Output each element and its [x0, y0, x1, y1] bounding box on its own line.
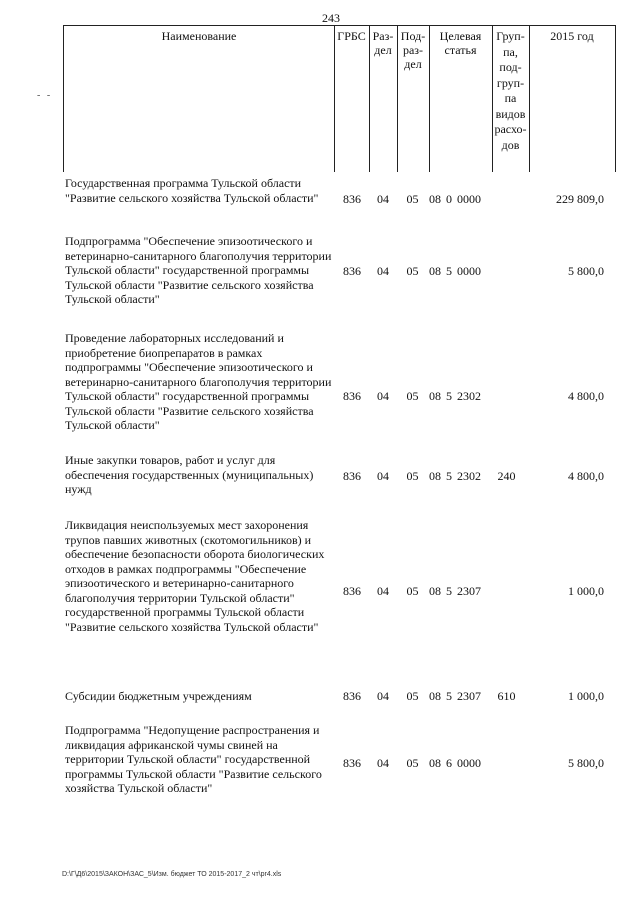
row-razdel: 04 — [377, 756, 389, 770]
header-vid: Груп- па, под- груп- па видов расхо- дов — [494, 29, 527, 152]
row-podrazdel: 05 — [406, 192, 419, 206]
row-podrazdel: 05 — [406, 389, 419, 403]
row-razdel: 04 — [377, 689, 389, 703]
row-razdel: 04 — [377, 264, 389, 278]
row-name: Проведение лабораторных исследований и приобретение биопрепаратов в рамках подпрограммы "Обеспечение эпизоотического и ветеринарно-санитарного благополучия территории Тульской области" государственной программы Тульской области "Развитие сельского хозяйства Тульской области" — [65, 331, 332, 432]
row-grbs: 836 — [343, 264, 361, 278]
row-razdel: 04 — [377, 584, 389, 598]
row-grbs: 836 — [343, 584, 361, 598]
row-celevaya: 08 5 2302 — [429, 389, 481, 403]
file-path-footer: D:\Г\Д6\2015\ЗАКОН\ЗАС_5\Изм. бюджет ТО 2015-2017_2 чт\pr4.xls — [62, 871, 282, 878]
header-razdel: Раз- дел — [372, 29, 394, 57]
row-name: Субсидии бюджетным учреждениям — [65, 689, 252, 703]
margin-mark: - - — [37, 90, 53, 101]
row-name: Подпрограмма "Обеспечение эпизоотического и ветеринарно-санитарного благополучия территории Тульской области" государственной программы Тульской области "Развитие сельского хозяйства Тульской области" — [65, 234, 332, 306]
header-name: Наименование — [161, 29, 237, 43]
header-divider — [334, 26, 335, 172]
row-name: Государственная программа Тульской области "Развитие сельского хозяйства Тульской области" — [65, 176, 319, 205]
row-razdel: 04 — [377, 389, 389, 403]
page-number: 243 — [322, 11, 340, 25]
row-sum: 5 800,0 — [568, 756, 604, 770]
row-podrazdel: 05 — [406, 469, 419, 483]
table-header — [63, 25, 616, 172]
header-podrazdel: Под- раз- дел — [400, 29, 426, 71]
row-celevaya: 08 5 2307 — [429, 584, 481, 598]
row-grbs: 836 — [343, 756, 361, 770]
row-celevaya: 08 5 2302 — [429, 469, 481, 483]
row-sum: 229 809,0 — [556, 192, 604, 206]
row-vid: 610 — [497, 689, 516, 703]
row-razdel: 04 — [377, 469, 389, 483]
header-grbs: ГРБС — [337, 29, 366, 43]
row-grbs: 836 — [343, 192, 361, 206]
row-celevaya: 08 0 0000 — [429, 192, 481, 206]
row-name: Иные закупки товаров, работ и услуг для обеспечения государственных (муниципальных) нужд — [65, 453, 314, 496]
row-sum: 4 800,0 — [568, 469, 604, 483]
row-sum: 1 000,0 — [568, 689, 604, 703]
row-grbs: 836 — [343, 689, 361, 703]
row-sum: 4 800,0 — [568, 389, 604, 403]
row-celevaya: 08 5 2307 — [429, 689, 481, 703]
row-grbs: 836 — [343, 389, 361, 403]
row-podrazdel: 05 — [406, 756, 419, 770]
row-vid: 240 — [497, 469, 516, 483]
row-grbs: 836 — [343, 469, 361, 483]
row-sum: 1 000,0 — [568, 584, 604, 598]
row-podrazdel: 05 — [406, 584, 419, 598]
row-name: Подпрограмма "Недопущение распространения и ликвидация африканской чумы свиней на территории Тульской области" государственной программы Тульской области "Развитие сельского хозяйства Тульской области" — [65, 723, 322, 795]
row-celevaya: 08 6 0000 — [429, 756, 481, 770]
header-celevaya: Целевая статья — [439, 29, 482, 57]
row-razdel: 04 — [377, 192, 389, 206]
header-divider — [529, 26, 530, 172]
row-podrazdel: 05 — [406, 264, 419, 278]
row-sum: 5 800,0 — [568, 264, 604, 278]
row-name: Ликвидация неиспользуемых мест захоронения трупов павших животных (скотомогильников) и обеспечение безопасности оборота биологических отходов в рамках подпрограммы "Обеспечение эпизоотического и ветеринарно-санитарного благополучия территории Тульской области" государственной программы Тульской области "Развитие сельского хозяйства Тульской области" — [65, 518, 325, 634]
header-year: 2015 год — [550, 29, 594, 43]
row-podrazdel: 05 — [406, 689, 419, 703]
row-celevaya: 08 5 0000 — [429, 264, 481, 278]
